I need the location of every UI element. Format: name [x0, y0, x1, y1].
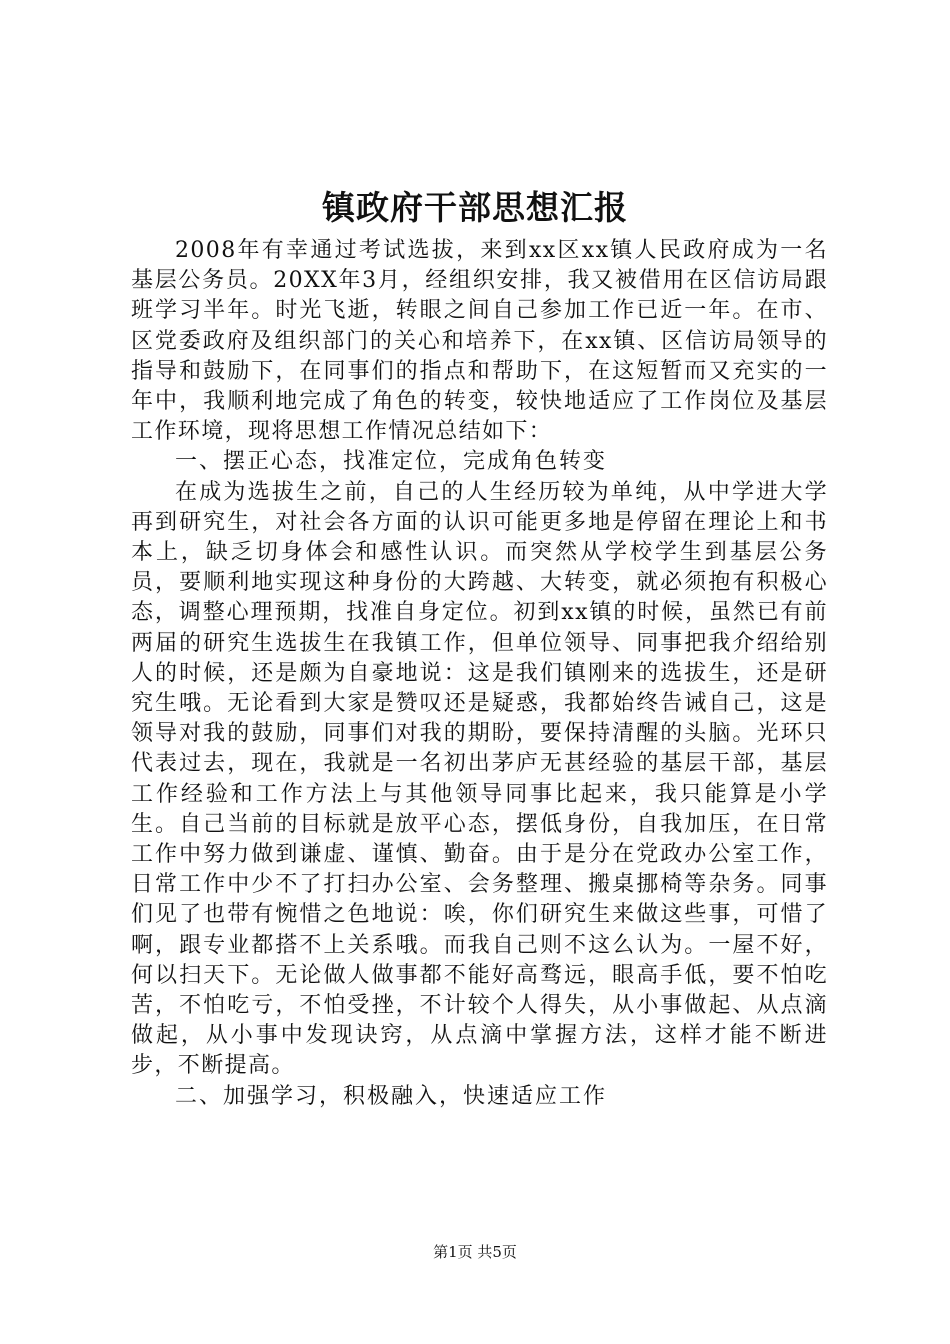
paragraph-section-1: 在成为选拔生之前，自己的人生经历较为单纯，从中学进大学再到研究生，对社会各方面的认识可能更多地是停留在理论上和书本上，缺乏切身体会和感性认识。而突然从学校学生到基层公务员，要顺利地实现这种身份的大跨越、大转变，就必须抱有积极心态，调整心理预期，找准自身定位。初到xx镇的时候，虽然已有前两届的研究生选拔生在我镇工作，但单位领导、同事把我介绍给别人的时候，还是颇为自豪地说：这是我们镇刚来的选拔生，还是研究生哦。无论看到大家是赞叹还是疑惑，我都始终告诫自己，这是领导对我的鼓励，同事们对我的期盼，要保持清醒的头脑。光环只代表过去，现在，我就是一名初出茅庐无甚经验的基层干部，基层工作经验和工作方法上与其他领导同事比起来，我只能算是小学生。自己当前的目标就是放平心态，摆低身份，自我加压，在日常工作中努力做到谦虚、谨慎、勤奋。由于是分在党政办公室工作，日常工作中少不了打扫办公室、会务整理、搬桌挪椅等杂务。同事们见了也带有惋惜之色地说：唉，你们研究生来做这些事，可惜了啊，跟专业都搭不上关系哦。而我自己则不这么认为。一屋不好，何以扫天下。无论做人做事都不能好高骛远，眼高手低，要不怕吃苦，不怕吃亏，不怕受挫，不计较个人得失，从小事做起、从点滴做起，从小事中发现诀窍，从点滴中掌握方法，这样才能不断进步，不断提高。: [131, 479, 828, 1079]
document-body: [131, 236, 828, 1112]
page-footer: 第1页 共5页: [433, 1243, 517, 1261]
section-heading-1: 一、摆正心态，找准定位，完成角色转变: [175, 449, 608, 475]
paragraph-intro: 2008年有幸通过考试选拔，来到xx区xx镇人民政府成为一名基层公务员。20XX年3月，经组织安排，我又被借用在区信访局跟班学习半年。时光飞逝，转眼之间自己参加工作已近一年。在市、区党委政府及组织部门的关心和培养下，在xx镇、区信访局领导的指导和鼓励下，在同事们的指点和帮助下，在这短暂而又充实的一年中，我顺利地完成了角色的转变，较快地适应了工作岗位及基层工作环境，现将思想工作情况总结如下：: [131, 238, 828, 445]
document-title: 镇政府干部思想汇报: [322, 188, 628, 227]
section-heading-2: 二、加强学习，积极融入，快速适应工作: [175, 1083, 608, 1109]
